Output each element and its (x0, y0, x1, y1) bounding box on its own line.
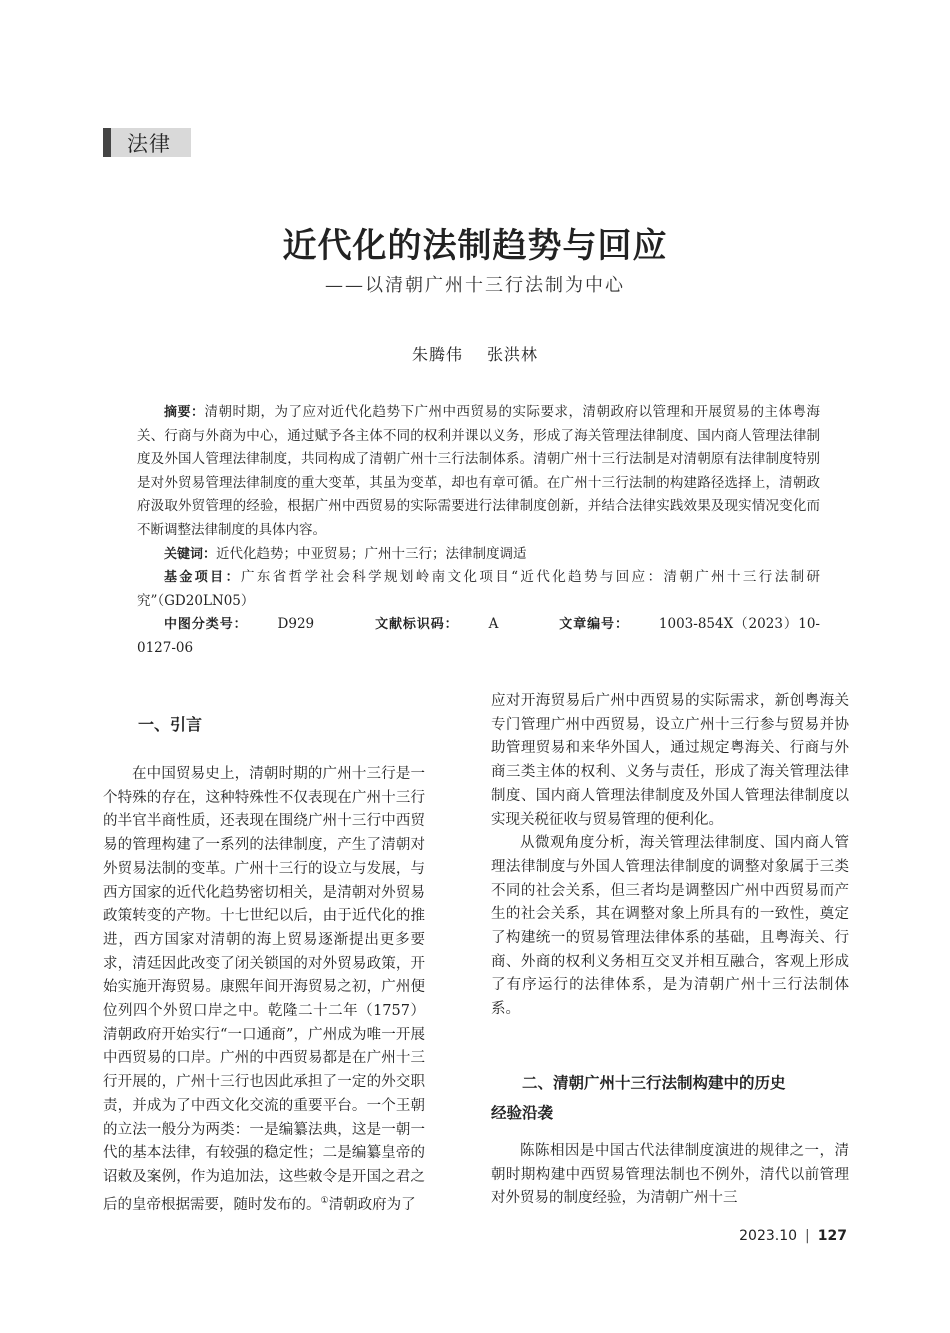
right-column (491, 690, 849, 1022)
section-tag-bar (103, 128, 111, 157)
paragraph-text: 在中国贸易史上，清朝时期的广州十三行是一个特殊的存在，这种特殊性不仅表现在广州十三行的半官半商性质，还表现在围绕广州十三行中西贸易的管理构建了一系列的法律制度，产生了清朝对外贸易法制的变革。广州十三行的设立与发展，与西方国家的近代化趋势密切相关，是清朝对外贸易政策转变的产物。十七世纪以后，由于近代化的推进，西方国家对清朝的海上贸易逐渐提出更多要求，清廷因此改变了闭关锁国的对外贸易政策，开始实施开海贸易。康熙年间开海贸易之初，广州便位列四个外贸口岸之中。乾隆二十二年（1757）清朝政府开始实行“一口通商”，广州成为唯一开展中西贸易的口岸。广州的中西贸易都是在广州十三行开展的，广州十三行也因此承担了一定的外交职责，并成为了中西文化交流的重要平台。一个王朝的立法一般分为两类：一是编纂法典，这是一朝一代的基本法律，有较强的稳定性；二是编纂皇帝的诏敕及案例，作为追加法，这些敕令是开国之君之后的皇帝根据需要，随时发布的。 (103, 766, 425, 1213)
clc-value: D929 (277, 616, 315, 633)
abstract-label: 摘要： (164, 405, 205, 420)
fund-label: 基金项目： (164, 570, 241, 586)
clc (164, 616, 344, 632)
abstract-text: 清朝时期，为了应对近代化趋势下广州中西贸易的实际要求，清朝政府以管理和开展贸易的主体粤海关、行商与外商为中心，通过赋予各主体不同的权利并课以义务，形成了海关管理法律制度、国内商人管理法律制度及外国人管理法律制度，共同构成了清朝广州十三行法制体系。清朝广州十三行法制是对清朝原有法律制度特别是对外贸易管理法律制度的重大变革，其虽为变革，却也有章可循。在广州十三行法制的构建路径选择上，清朝政府汲取外贸管理的经验，根据广州中西贸易的实际需要进行法律制度创新，并结合法律实践效果及现实情况变化而不断调整法律制度的具体内容。 (137, 404, 820, 538)
section-heading-2-line: 二、清朝广州十三行法制构建中的历史 (522, 1074, 786, 1092)
abstract-block (137, 401, 820, 661)
paragraph: 应对开海贸易后广州中西贸易的实际需求，新创粤海关专门管理广州中西贸易，设立广州十三行参与贸易并协助管理贸易和来华外国人，通过规定粤海关、行商与外商三类主体的权利、义务与责任，形成了海关管理法律制度、国内商人管理法律制度及外国人管理法律制度以实现关税征收与贸易管理的便利化。 (491, 693, 849, 828)
fund-text: 广东省哲学社会科学规划岭南文化项目“近代化趋势与回应：清朝广州十三行法制研究”（GD20LN05） (137, 569, 820, 609)
section-heading-2-line: 经验沿袭 (491, 1104, 554, 1122)
page-number: 127 (817, 1228, 847, 1244)
clc-label: 中图分类号： (164, 617, 248, 633)
page-footer (739, 1228, 847, 1244)
keywords (137, 543, 820, 567)
author-name: 张洪林 (487, 345, 539, 364)
keywords-label: 关键词： (164, 546, 217, 562)
section-heading-1: 一、引言 (138, 715, 203, 734)
paragraph: 陈陈相因是中国古代法律制度演进的规律之一，清朝时期构建中西贸易管理法制也不例外，清代以前管理对外贸易的制度经验，为清朝广州十三 (491, 1143, 849, 1207)
footer-separator: | (805, 1228, 810, 1244)
author-name: 朱腾伟 (411, 345, 463, 364)
meta-row (137, 613, 820, 660)
paragraph (103, 763, 425, 1217)
authors (0, 342, 950, 365)
right-column-continued (491, 1140, 849, 1211)
left-column (103, 763, 425, 1217)
paragraph-text: 清朝政府为了 (328, 1196, 416, 1213)
art-value: 1003-854X（2023）10-0127-06 (137, 616, 820, 656)
issue-number: 2023.10 (739, 1228, 798, 1244)
fund (137, 566, 820, 613)
art-label: 文章编号： (558, 617, 629, 633)
abstract (137, 401, 820, 543)
keywords-text: 近代化趋势；中亚贸易；广州十三行；法律制度调适 (216, 545, 527, 562)
section-tag-label: 法律 (127, 131, 171, 156)
doc-value: A (488, 616, 499, 633)
section-heading-2 (491, 1068, 849, 1128)
article-title: 近代化的法制趋势与回应 (282, 226, 668, 266)
section-tag (103, 128, 191, 157)
doc-label: 文献标识码： (374, 617, 459, 633)
paragraph: 从微观角度分析，海关管理法律制度、国内商人管理法律制度与外国人管理法律制度的调整对象属于三类不同的社会关系，但三者均是调整因广州中西贸易而产生的社会关系，其在调整对象上所具有的一致性，奠定了构建统一的贸易管理法律体系的基础，且粤海关、行商、外商的权利义务相互交叉并相互融合，客观上形成了有序运行的法律体系，是为清朝广州十三行法制体系。 (491, 835, 849, 1018)
footnote-mark[interactable]: ① (320, 1195, 329, 1206)
article-subtitle: ——以清朝广州十三行法制为中心 (325, 275, 625, 296)
doc-code (374, 616, 528, 632)
